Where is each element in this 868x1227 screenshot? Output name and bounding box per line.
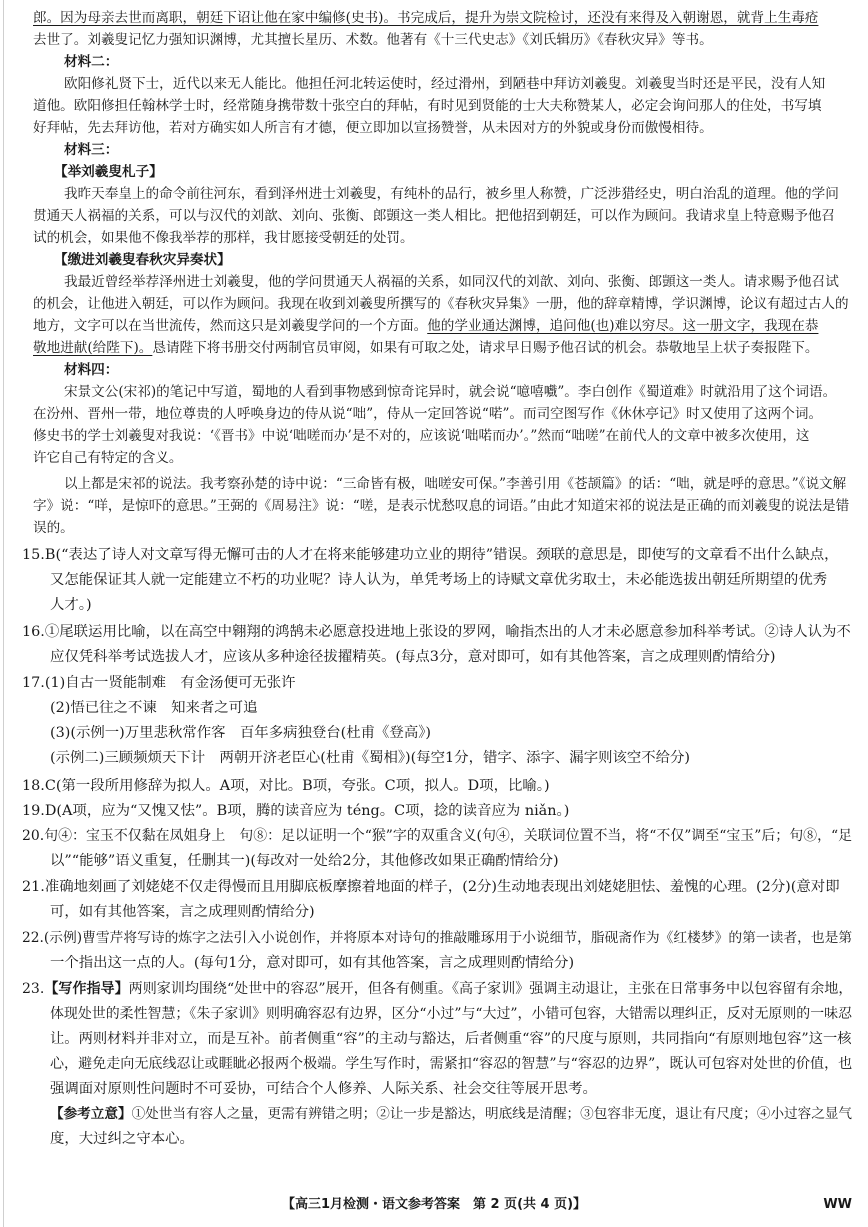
page-edge-rule <box>3 0 4 1227</box>
answer-23-line-2: 体现处世的柔性智慧；《朱子家训》则明确容忍有边界，区分“小过”与“大过”，小错可包容，大错需以理纠正，反对无原则的一味忍 <box>50 1006 853 1022</box>
intro-line-2: 去世了。刘羲叟记忆力强知识渊博，尤其擅长星历、术数。他著有《十三代史志》《刘氏辑历》《春秋灾异》等书。 <box>33 32 713 48</box>
answer-15-line-1: 15.B(“表达了诗人对文章写得无懈可击的人才在将来能够建功立业的期待”错误。颈联的意思是，即使写的文章看不出什么缺点， <box>22 547 839 563</box>
answer-23-text-1: 两则家训均围绕“处世中的容忍”展开，但各有侧重。《高子家训》强调主动退让，主张在日常事务中以包容留有余地， <box>128 981 853 997</box>
answer-15-line-2: 又怎能保证其人就一定能建立不朽的功业呢？诗人认为，单凭考场上的诗赋文章优劣取士，未必能选拔出朝廷所期望的优秀 <box>50 572 828 588</box>
material-2-line-1: 欧阳修礼贤下士，近代以来无人能比。他担任河北转运使时，经过滑州，到陋巷中拜访刘羲叟。刘羲叟当时还是平民，没有人知 <box>64 76 826 92</box>
material-3-p2-line-3-b: 他的学业通达渊博，追问他(也)难以穷尽。这一册文字，我现在恭 <box>427 318 819 334</box>
answer-23-line-6 <box>50 1104 852 1124</box>
material-4-title: 材料四： <box>64 362 119 378</box>
material-3-p2-line-3 <box>33 316 818 336</box>
answer-17-line-1: 17.(1)自古一贤能制难 有金汤便可无张许 <box>22 675 296 691</box>
material-4b-line-1: 以上都是宋祁的说法。我考察孙楚的诗中说：“三命皆有极，咄嗟安可保。”李善引用《苍颉篇》的话：“咄，就是呼的意思。”《说文解 <box>64 476 847 492</box>
writing-guide-tag: 【写作指导】 <box>44 981 129 997</box>
answer-20-line-1: 20.句④：宝玉不仅黏在凤姐身上 句⑧：足以证明一个“猴”字的双重含义(句④，关联词位置不当，将“不仅”调至“宝玉”后；句⑧，“足 <box>22 828 853 844</box>
answer-23-ref-1: ①处世当有容人之量，更需有辨错之明；②让一步是豁达，明底线是清醒；③包容非无度，退让有尺度；④小过容之显气 <box>131 1106 853 1122</box>
answer-15-line-3: 人才。) <box>50 597 92 613</box>
footer-page-info: 【高三1月检测・语文参考答案 第 2 页(共 4 页)】 <box>281 1197 587 1212</box>
answer-17-line-3: (3)(示例一)万里悲秋常作客 百年多病独登台(杜甫《登高》) <box>50 725 432 741</box>
answer-20-line-2: 以”“能够”语义重复，任删其一)(每改对一处给2分，其他修改如果正确酌情给分) <box>50 853 559 869</box>
material-3-p1-line-3: 试的机会，如果他不像我举荐的那样，我甘愿接受朝廷的处罚。 <box>33 230 414 246</box>
material-4-line-1: 宋景文公(宋祁)的笔记中写道，蜀地的人看到事物感到惊奇诧异时，就会说“噫嘻嚱”。李白创作《蜀道难》时就沿用了这个词语。 <box>64 384 837 400</box>
answer-17-line-2: (2)悟已往之不谏 知来者之可追 <box>50 700 258 716</box>
answer-16-line-2: 应仅凭科举考试选拔人才，应该从多种途径拔擢精英。(每点3分，意对即可，如有其他答案，言之成理则酌情给分) <box>50 649 776 665</box>
material-3-p2-line-1: 我最近曾经举荐泽州进士刘羲叟，他的学问贯通天人祸福的关系，如同汉代的刘歆、刘向、张衡、郎顗这一类人。请求赐予他召试 <box>64 274 839 290</box>
material-4-line-4: 许它自己有特定的含义。 <box>33 450 183 466</box>
answer-17-line-4: (示例二)三顾频烦天下计 两朝开济老臣心(杜甫《蜀相》)(每空1分，错字、添字、漏字则该空不给分) <box>50 750 691 766</box>
answer-19: 19.D(A项，应为“又愧又怯”。B项，腾的读音应为 téng。C项，捻的读音应为 niǎn。) <box>22 803 570 819</box>
material-3-p1-line-1: 我昨天奉皇上的命令前往河东，看到泽州进士刘羲叟，有纯朴的品行，被乡里人称赞，广泛涉猎经史，明白治乱的道理。他的学问 <box>64 186 839 202</box>
answer-22-line-1: 22.(示例)曹雪芹将写诗的炼字之法引入小说创作，并将原本对诗句的推敲雕琢用于小说细节，脂砚斋作为《红楼梦》的第一读者，也是第 <box>22 930 853 946</box>
material-2-line-2: 道他。欧阳修担任翰林学士时，经常随身携带数十张空白的拜帖，有时见到贤能的士大夫称赞某人，必定会询问那人的住处，书写填 <box>33 98 822 114</box>
answer-23-line-7: 度，大过纠之守本心。 <box>50 1131 194 1147</box>
page-footer <box>0 1194 868 1216</box>
intro-text-1: 郎。因为母亲去世而离职，朝廷下诏让他在家中编修(史书)。书完成后，提升为崇文院检讨，还没有来得及入朝谢恩，就背上生毒疮 <box>33 10 819 26</box>
material-4-line-2: 在汾州、晋州一带，地位尊贵的人呼唤身边的侍从说“咄”，侍从一定回答说“喏”。而司空图写作《休休亭记》时又使用了这两个词。 <box>33 406 823 422</box>
material-3-p1-line-2: 贯通天人祸福的关系，可以与汉代的刘歆、刘向、张衡、郎顗这一类人相比。把他招到朝廷，可以作为顾问。我请求皇上特意赐予他召 <box>33 208 836 224</box>
material-3-p2-line-3-a: 地方，文字可以在当世流传，然而这只是刘羲叟学问的一个方面。 <box>33 318 428 334</box>
answer-23-line-3: 让。两则材料并非对立，而是互补。前者侧重“容”的主动与豁达，后者侧重“容”的尺度与原则，共同指向“有原则地包容”这一核 <box>50 1031 852 1047</box>
answer-23-line-1 <box>22 979 852 999</box>
answer-23-line-5: 强调面对原则性问题时不可妥协，可结合个人修养、人际关系、社会交往等展开思考。 <box>50 1081 597 1097</box>
answer-22-line-2: 一个指出这一点的人。(每句1分，意对即可，如有其他答案，言之成理则酌情给分) <box>50 955 575 971</box>
material-3-heading-2: 【缴进刘羲叟春秋灾异奏状】 <box>54 252 231 268</box>
answer-23-number: 23. <box>22 981 45 997</box>
material-4b-line-3: 误的。 <box>33 520 74 536</box>
intro-line-1 <box>33 8 818 28</box>
reference-idea-tag: 【参考立意】 <box>50 1106 132 1122</box>
material-3-p2-line-4-a: 敬地进献(给陛下)。 <box>33 340 153 356</box>
material-2-line-3: 好拜帖，先去拜访他，若对方确实如人所言有才德，便立即加以宣扬赞誉，从未因对方的外貌或身份而傲慢相待。 <box>33 120 713 136</box>
material-3-p2-line-4-b: 恳请陛下将书册交付两制官员审阅，如果有可取之处，请求早日赐予他召试的机会。恭敬地呈上状子奏报陛下。 <box>152 340 819 356</box>
footer-code: WW <box>823 1197 852 1212</box>
answer-21-line-1: 21.准确地刻画了刘姥姥不仅走得慢而且用脚底板摩擦着地面的样子，(2分)生动地表现出刘姥姥胆怯、羞愧的心理。(2分)(意对即 <box>22 879 840 895</box>
material-4-line-3: 修史书的学士刘羲叟对我说：‘《晋书》中说‘咄嗟而办’是不对的，应该说‘咄喏而办’。”然而“咄嗟”在前代人的文章中被多次使用，这 <box>33 428 810 444</box>
material-3-p2-line-2: 的机会，让他进入朝廷，可以作为顾问。我现在收到刘羲叟所撰写的《春秋灾异集》一册，他的辞章精博，学识渊博，论议有超过古人的 <box>33 296 849 312</box>
answer-23-line-4: 心，避免走向无底线忍让或睚眦必报两个极端。学生写作时，需紧扣“容忍的智慧”与“容忍的边界”，既认可包容对处世的价值，也 <box>50 1056 853 1072</box>
answer-21-line-2: 可，如有其他答案，言之成理则酌情给分) <box>50 904 315 920</box>
material-3-p2-line-4 <box>33 338 818 358</box>
material-3-heading-1: 【举刘羲叟札子】 <box>54 164 163 180</box>
material-2-title: 材料二： <box>64 54 119 70</box>
material-4b-line-2: 字》说：“咩，是惊吓的意思。”王弼的《周易注》说：“嗟，是表示忧愁叹息的词语。”由此才知道宋祁的说法是正确的而刘羲叟的说法是错 <box>33 498 850 514</box>
material-3-title: 材料三： <box>64 142 119 158</box>
answer-16-line-1: 16.①尾联运用比喻，以在高空中翱翔的鸿鹄未必愿意投进地上张设的罗网，喻指杰出的人才未必愿意参加科举考试。②诗人认为不 <box>22 624 851 640</box>
answer-18: 18.C(第一段所用修辞为拟人。A项，对比。B项，夸张。C项，拟人。D项，比喻。) <box>22 778 550 794</box>
